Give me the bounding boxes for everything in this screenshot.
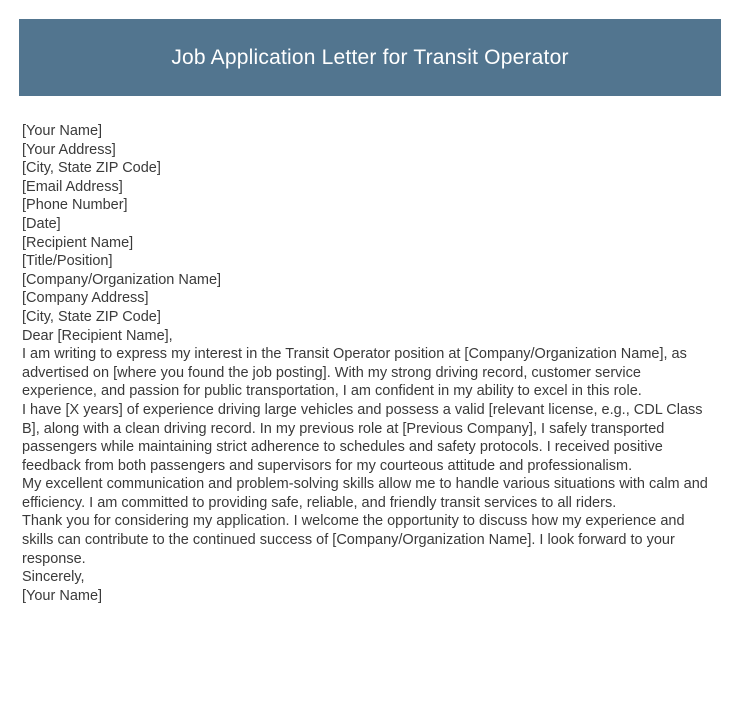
- sender-address: [Your Address]: [22, 141, 116, 158]
- paragraph-experience: I have [X years] of experience driving large vehicles and possess a valid [relevant license, e.g., CDL Class B], along with a clean driving record. In my previous role at [Previous Company], I safely transported passengers while maintaining strict adherence to schedules and safety protocols. I received positive feedback from both passengers and supervisors for my courteous attitude and professionalism.: [22, 401, 703, 474]
- recipient-block: [22, 234, 718, 327]
- paragraph-closing-statement: Thank you for considering my application. I welcome the opportunity to discuss how my experience and skills can contribute to the continued success of [Company/Organization Name]. I look forward to your response.: [22, 513, 685, 567]
- sender-phone: [Phone Number]: [22, 197, 128, 214]
- document-page: [0, 19, 740, 724]
- closing: Sincerely,: [22, 569, 85, 586]
- paragraph-skills: My excellent communication and problem-solving skills allow me to handle various situations with calm and efficiency. I am committed to providing safe, reliable, and friendly transit services to all riders.: [22, 476, 708, 511]
- sender-block: [22, 122, 718, 234]
- signature-name: [Your Name]: [22, 587, 103, 604]
- paragraph-intro: I am writing to express my interest in the Transit Operator position at [Company/Organization Name], as advertised on [where you found the job posting]. With my strong driving record, customer service experience, and passion for public transportation, I am confident in my ability to excel in this role.: [22, 346, 687, 400]
- sender-city-state-zip: [City, State ZIP Code]: [22, 160, 161, 177]
- recipient-company: [Company/Organization Name]: [22, 271, 222, 288]
- document-header-banner: [19, 19, 721, 96]
- letter-paragraphs: [22, 345, 718, 568]
- recipient-name: [Recipient Name]: [22, 234, 134, 251]
- sender-email: [Email Address]: [22, 178, 123, 195]
- letter-body: [22, 122, 718, 605]
- letter-date: [Date]: [22, 215, 61, 232]
- recipient-address: [Company Address]: [22, 290, 149, 307]
- recipient-city-state-zip: [City, State ZIP Code]: [22, 308, 161, 325]
- recipient-title: [Title/Position]: [22, 253, 113, 270]
- salutation: Dear [Recipient Name],: [22, 327, 173, 344]
- sender-name: [Your Name]: [22, 123, 103, 139]
- page-title: Job Application Letter for Transit Operator: [171, 45, 569, 69]
